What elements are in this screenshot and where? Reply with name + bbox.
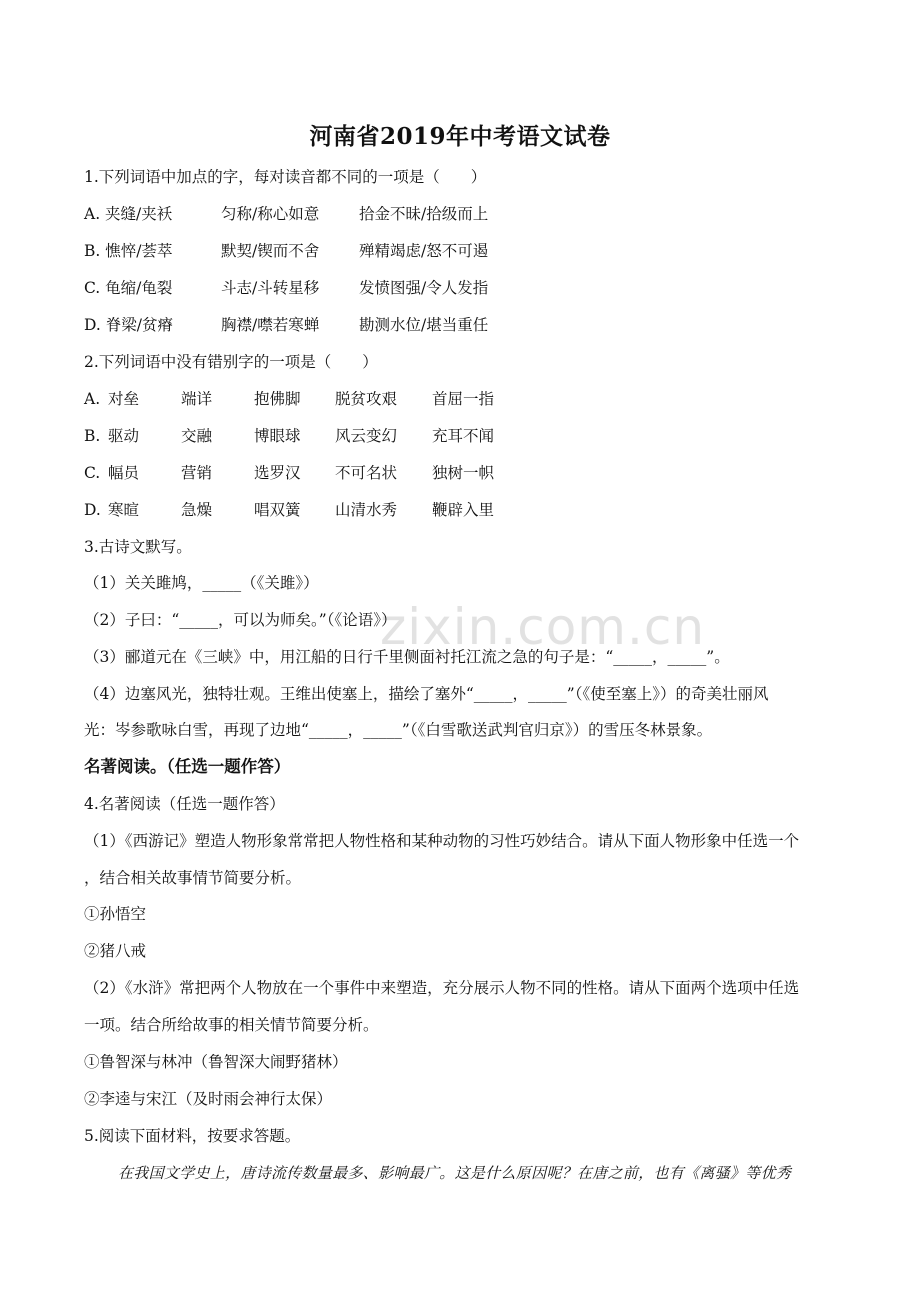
q1-option-a-part2: 匀称/称心如意 [221, 205, 320, 223]
q2-option-label: B. [84, 427, 101, 445]
q5-passage: 在我国文学史上，唐诗流传数量最多、影响最广。这是什么原因呢？在唐之前，也有《离骚》等优秀 [118, 1164, 792, 1182]
q2-word: 独树一帜 [432, 464, 495, 482]
q2-word: 端详 [181, 390, 213, 408]
q2-word: 唱双簧 [254, 501, 301, 519]
q4-option-item: ①鲁智深与林冲（鲁智深大闹野猪林） [84, 1053, 348, 1071]
q4-line: 一项。结合所给故事的相关情节简要分析。 [84, 1016, 379, 1034]
q2-option-label: D. [84, 501, 101, 519]
q2-word: 脱贫攻艰 [335, 390, 398, 408]
q2-word: 幅员 [108, 464, 140, 482]
q1-option-b-part1: B. 憔悴/荟萃 [84, 242, 173, 260]
q2-stem: 2.下列词语中没有错别字的一项是（ ） [84, 353, 378, 371]
q2-word: 首屈一指 [432, 390, 495, 408]
q4-option-item: ②李逵与宋江（及时雨会神行太保） [84, 1090, 333, 1108]
q4-stem: 4.名著阅读（任选一题作答） [84, 795, 285, 813]
q2-option-label: A. [84, 390, 101, 408]
q4-line: ，结合相关故事情节简要分析。 [84, 869, 302, 887]
q3-item-3: （3）郦道元在《三峡》中，用江船的日行千里侧面衬托江流之急的句子是：“_____，_____”。 [84, 648, 730, 666]
page-title: 河南省2019年中考语文试卷 [309, 123, 611, 150]
q1-option-b-part2: 默契/锲而不舍 [221, 242, 320, 260]
q1-option-b-part3: 殚精竭虑/怒不可遏 [359, 242, 489, 260]
q2-word: 充耳不闻 [432, 427, 495, 445]
section-heading: 名著阅读。（任选一题作答） [84, 757, 291, 776]
q2-word: 急燥 [181, 501, 213, 519]
q2-option-label: C. [84, 464, 101, 482]
q4-option-item: ②猪八戒 [84, 942, 147, 960]
q1-option-d-part1: D. 脊梁/贫瘠 [84, 316, 173, 334]
q2-word: 鞭辟入里 [432, 501, 495, 519]
q4-option-item: ①孙悟空 [84, 905, 147, 923]
q2-word: 抱佛脚 [254, 390, 301, 408]
q2-word: 博眼球 [254, 427, 301, 445]
q2-word: 营销 [181, 464, 213, 482]
q4-line: （2）《水浒》常把两个人物放在一个事件中来塑造，充分展示人物不同的性格。请从下面两个选项中任选 [84, 979, 800, 997]
q4-line: （1）《西游记》塑造人物形象常常把人物性格和某种动物的习性巧妙结合。请从下面人物形象中任选一个 [84, 832, 800, 850]
q2-word: 对垒 [108, 390, 140, 408]
q5-stem: 5.阅读下面材料，按要求答题。 [84, 1127, 301, 1145]
q1-option-c-part3: 发愤图强/令人发指 [359, 279, 489, 297]
q3-stem: 3.古诗文默写。 [84, 538, 192, 556]
q1-option-d-part3: 勘测水位/堪当重任 [359, 316, 489, 334]
q2-word: 不可名状 [335, 464, 398, 482]
q2-word: 选罗汉 [254, 464, 301, 482]
q1-stem: 1.下列词语中加点的字，每对读音都不同的一项是（ ） [84, 168, 487, 186]
q3-item-4: （4）边塞风光，独特壮观。王维出使塞上，描绘了塞外“_____，_____”（《使至塞上》）的奇美壮丽风 [84, 685, 769, 703]
q3-item-4-continued: 光：岑参歌咏白雪，再现了边地“_____，_____”（《白雪歌送武判官归京》）的雪压冬林景象。 [84, 721, 713, 739]
q1-option-d-part2: 胸襟/噤若寒蝉 [221, 316, 320, 334]
q1-option-a-part1: A. 夹缝/夹袄 [84, 205, 173, 223]
q1-option-a-part3: 拾金不昧/拾级而上 [359, 205, 489, 223]
q2-word: 交融 [181, 427, 213, 445]
q2-word: 风云变幻 [335, 427, 398, 445]
q1-option-c-part1: C. 龟缩/龟裂 [84, 279, 173, 297]
q2-word: 山清水秀 [335, 501, 398, 519]
q3-item-2: （2）子曰：“_____，可以为师矣。”（《论语》） [84, 611, 397, 629]
q2-word: 驱动 [108, 427, 140, 445]
q2-word: 寒暄 [108, 501, 140, 519]
q1-option-c-part2: 斗志/斗转星移 [221, 279, 320, 297]
q3-item-1: （1）关关雎鸠，_____（《关雎》） [84, 574, 319, 592]
watermark: zixin.com.cn [380, 598, 706, 656]
